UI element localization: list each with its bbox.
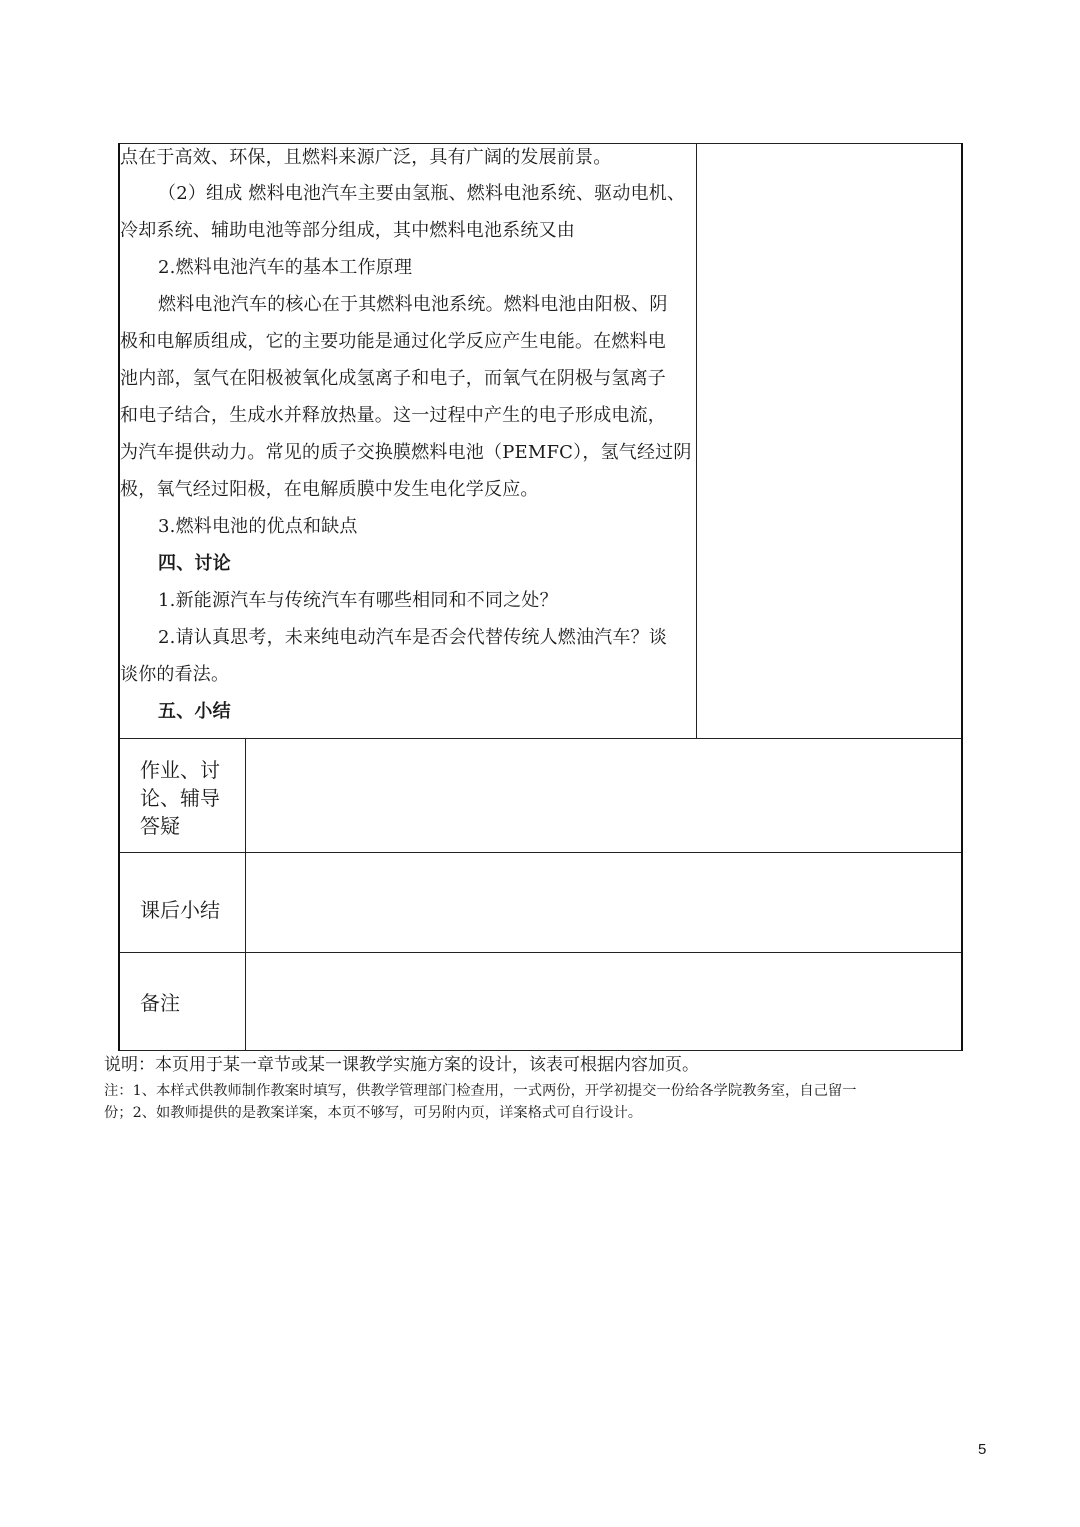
- homework-value: [245, 739, 962, 853]
- footer-note: 份；2、如教师提供的是教案详案，本页不够写，可另附内页，详案格式可自行设计。: [104, 1105, 643, 1121]
- content-line: 池内部，氢气在阳极被氧化成氢离子和电子，而氧气在阴极与氢离子: [120, 368, 666, 389]
- content-line: 极，氧气经过阳极，在电解质膜中发生电化学反应。: [120, 479, 539, 500]
- section-heading: 五、小结: [158, 701, 231, 722]
- summary-row: [119, 853, 962, 953]
- homework-label: 作业、讨 论、辅导 答疑: [119, 739, 245, 853]
- content-line: 燃料电池汽车的核心在于其燃料电池系统。燃料电池由阳极、阴: [158, 294, 668, 315]
- content-line: 1.新能源汽车与传统汽车有哪些相同和不同之处？: [158, 590, 558, 611]
- summary-value: [245, 853, 962, 953]
- content-line: 2.燃料电池汽车的基本工作原理: [158, 257, 413, 278]
- content-line: 3.燃料电池的优点和缺点: [158, 516, 358, 537]
- teaching-content-cell: [119, 144, 696, 739]
- content-line: （2）组成 燃料电池汽车主要由氢瓶、燃料电池系统、驱动电机、: [158, 183, 686, 204]
- teaching-content-row: [119, 144, 962, 739]
- content-line: 和电子结合，生成水并释放热量。这一过程中产生的电子形成电流，: [120, 405, 666, 426]
- content-line: 极和电解质组成，它的主要功能是通过化学反应产生电能。在燃料电: [120, 331, 666, 352]
- content-line: 点在于高效、环保，且燃料来源广泛，具有广阔的发展前景。: [120, 147, 612, 168]
- page-number: 5: [978, 1441, 987, 1458]
- section-heading: 四、讨论: [158, 553, 231, 574]
- content-line: 谈你的看法。: [120, 664, 230, 685]
- footer-note: 注：1、本样式供教师制作教案时填写，供教学管理部门检查用，一式两份，开学初提交一份给各学院教务室，自己留一: [104, 1083, 857, 1099]
- side-notes-cell: [696, 144, 962, 739]
- notes-value: [245, 953, 962, 1051]
- content-line: 冷却系统、辅助电池等部分组成，其中燃料电池系统又由: [120, 220, 575, 241]
- footer-notes: [104, 1054, 974, 1124]
- footer-note: 说明：本页用于某一章节或某一课教学实施方案的设计，该表可根据内容加页。: [104, 1055, 699, 1075]
- lesson-plan-table: [118, 143, 963, 1051]
- summary-label: 课后小结: [119, 853, 245, 953]
- notes-row: [119, 953, 962, 1051]
- content-line: 2.请认真思考，未来纯电动汽车是否会代替传统人燃油汽车？谈: [158, 627, 667, 648]
- notes-label: 备注: [119, 953, 245, 1051]
- homework-row: [119, 739, 962, 853]
- content-line: 为汽车提供动力。常见的质子交换膜燃料电池（PEMFC），氢气经过阴: [120, 442, 692, 463]
